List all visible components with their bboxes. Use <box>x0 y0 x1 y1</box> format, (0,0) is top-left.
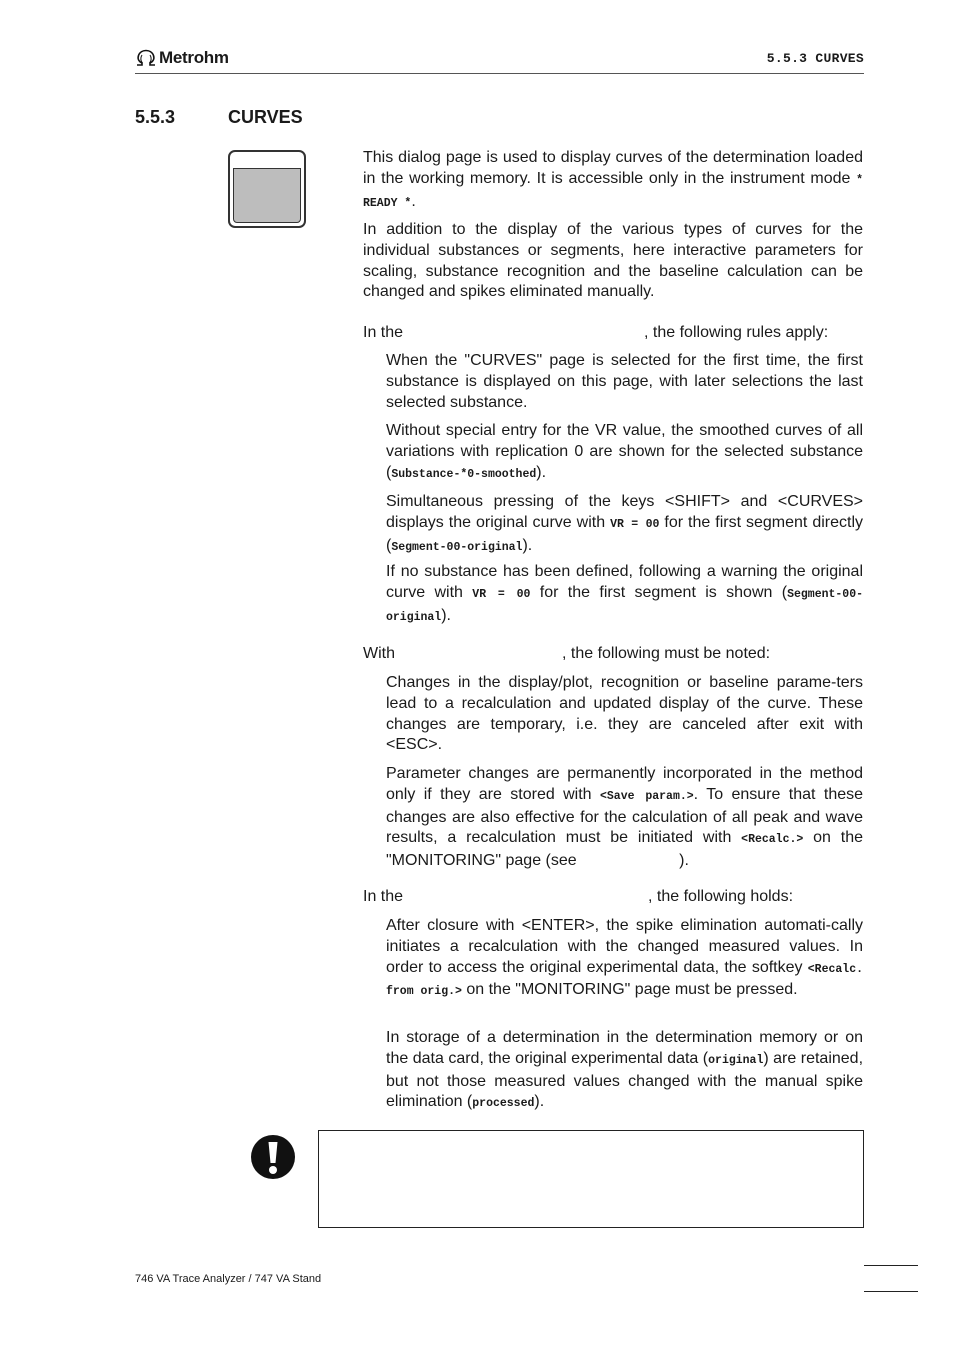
text-run: ). <box>441 606 451 624</box>
footer-rule-bottom <box>864 1291 918 1292</box>
section-number: 5.5.3 <box>135 107 176 127</box>
block2-lead <box>363 644 863 665</box>
text-run: for the first segment is shown ( <box>530 583 788 601</box>
intro-paragraph-1 <box>363 148 863 214</box>
text-run: If no substance has been defined, following a warning the original curve with <box>386 563 863 601</box>
note-box <box>318 1130 864 1228</box>
code-text: Segment-00-original <box>386 587 864 624</box>
text-run: This dialog page is used to display curves of the determination loaded in the working memory. It is accessible only in the instrument mode <box>363 149 863 187</box>
code-text: original <box>708 1053 764 1067</box>
text-run: ). <box>536 463 547 481</box>
text-run: . <box>411 192 416 210</box>
text-run: , the following rules apply: <box>644 324 829 341</box>
text-run: In the <box>363 888 404 905</box>
text-run: ) are retained, but not those measured values changed with the manual spike elimination ( <box>386 1049 864 1111</box>
text-run: on the "MONITORING" page must be pressed. <box>461 981 798 999</box>
header-section-ref: 5.5.3 CURVES <box>766 51 864 66</box>
block3-lead <box>363 887 863 908</box>
text-run: for the first segment directly ( <box>386 513 863 554</box>
text-run: , the following must be noted: <box>562 645 771 662</box>
code-text: Substance-*0-smoothed <box>391 467 537 481</box>
text-run: ). <box>522 536 533 554</box>
block2-item-1: Changes in the display/plot, recognition or baseline parame-ters lead to a recalculation and updated display of the curve. These changes are temporary, i.e. they are canceled after exit with <ESC>. <box>386 674 863 754</box>
text-run: ). <box>679 852 689 870</box>
text-run: Simultaneous pressing of the keys <SHIFT> and <CURVES> displays the original curve with <box>386 493 863 531</box>
text-run: In the <box>363 324 404 341</box>
softkey-recalc-from-orig: <Recalc. from orig.> <box>386 962 863 999</box>
text-run: , the following holds: <box>648 888 794 905</box>
page-header <box>135 48 864 74</box>
block1-item-2 <box>386 421 863 485</box>
block3-item-2 <box>386 1028 863 1115</box>
block2-item-2 <box>386 764 863 872</box>
text-run: Parameter changes are permanently incorporated in the method only if they are stored with <box>386 765 863 803</box>
block1-item-4 <box>386 562 863 628</box>
metrohm-logo <box>135 48 229 68</box>
footer-product: 746 VA Trace Analyzer / 747 VA Stand <box>135 1273 322 1285</box>
warning-exclamation-icon <box>250 1134 296 1180</box>
metrohm-omega-icon <box>135 49 157 67</box>
instrument-mode-code: * READY * <box>363 173 863 210</box>
curves-key-icon <box>228 150 306 228</box>
intro-paragraph-2: In addition to the display of the various types of curves for the individual substances or segments, here interactive parameters for scaling, substance recognition and the baseline calculation can be changed and spikes eliminated manually. <box>363 221 863 301</box>
code-text: VR = 00 <box>472 587 531 601</box>
softkey-save-param: <Save param.> <box>599 789 694 803</box>
text-run: In storage of a determination in the determination memory or on the data card, the original experimental data ( <box>386 1029 863 1067</box>
block1-item-3 <box>386 492 863 558</box>
key-face <box>233 168 301 223</box>
block1-item-1: When the "CURVES" page is selected for the first time, the first substance is displayed on this page, with later selections the last selected substance. <box>386 352 863 411</box>
text-run: on the "MONITORING" page (see <box>386 829 863 870</box>
section-title: CURVES <box>228 107 303 127</box>
text-run: Without special entry for the VR value, the smoothed curves of all variations with replication 0 are shown for the selected substance ( <box>386 422 863 481</box>
block1-lead <box>363 323 863 344</box>
text-run: With <box>363 645 395 662</box>
code-text: VR = 00 <box>610 517 660 531</box>
text-run: . To ensure that these changes are also effective for the calculation of all peak and wave results, a recalculation must be initiated with <box>386 785 864 847</box>
text-run: After closure with <ENTER>, the spike elimination automati-cally initiates a recalculation with the changed measured values. In order to access the original experimental data, the softkey <box>386 917 863 976</box>
softkey-recalc: <Recalc.> <box>741 833 804 847</box>
text-run: ). <box>534 1093 545 1111</box>
code-text: Segment-00-original <box>391 540 523 554</box>
code-text: processed <box>472 1097 535 1111</box>
logo-text: Metrohm <box>159 48 229 67</box>
block3-item-1 <box>386 916 863 1003</box>
footer-rule-top <box>864 1265 918 1266</box>
